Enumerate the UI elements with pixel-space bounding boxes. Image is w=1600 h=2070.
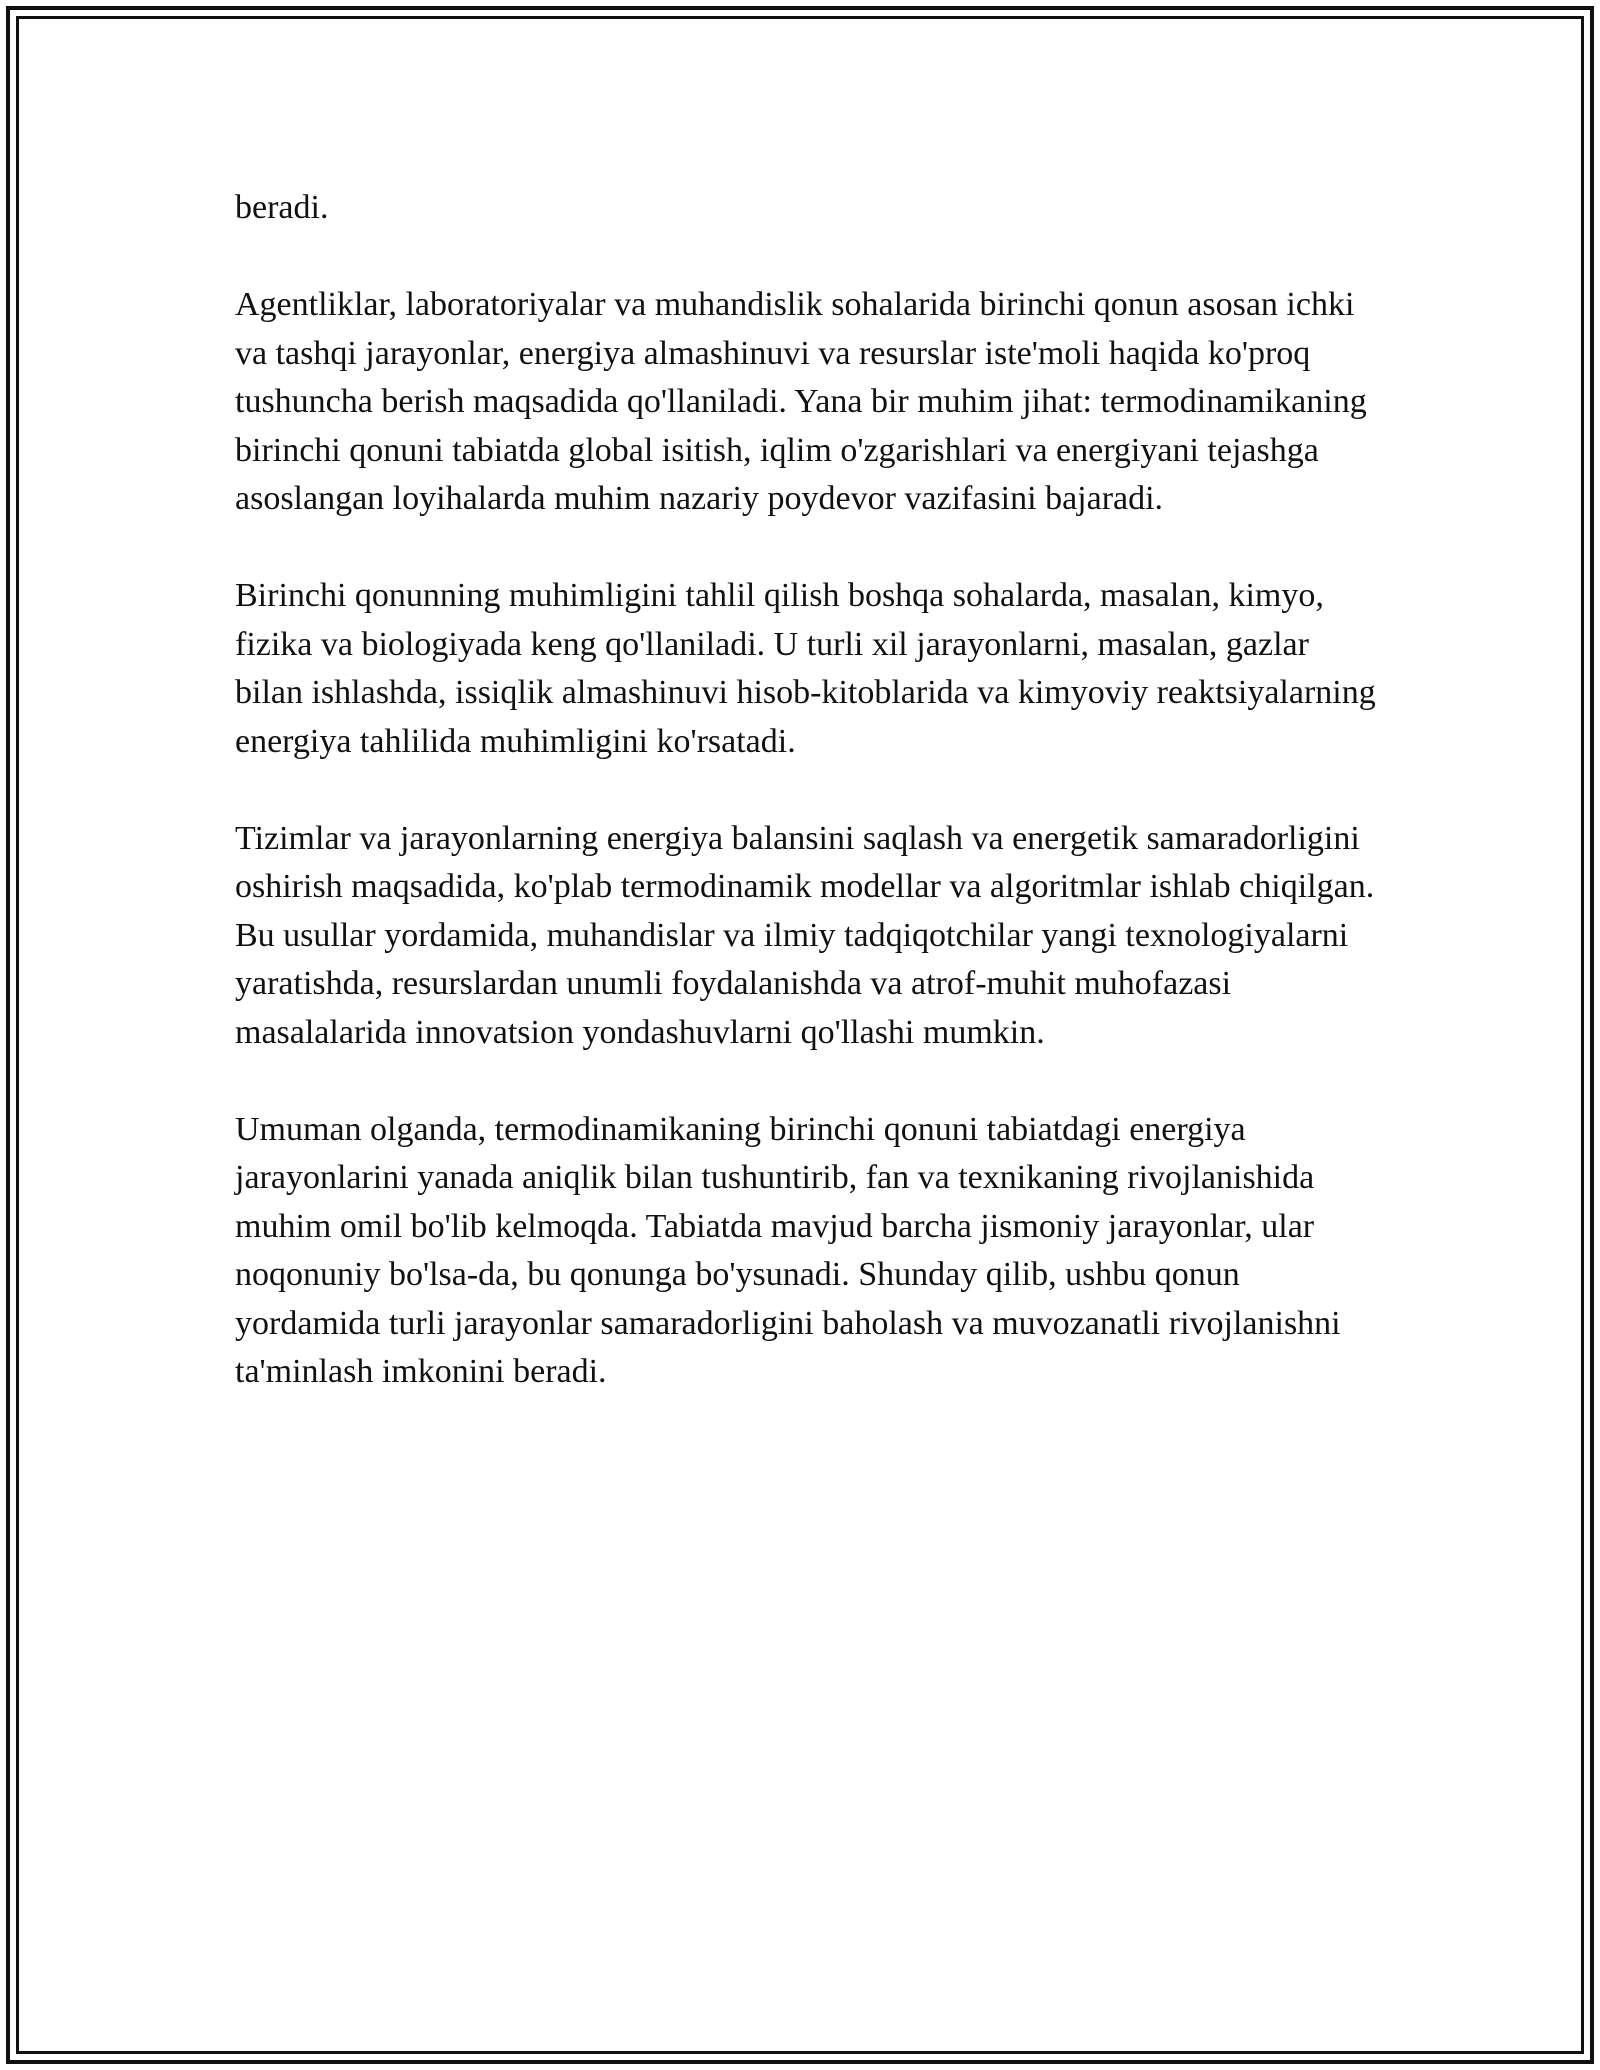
paragraph-2: Agentliklar, laboratoriyalar va muhandislik sohalarida birinchi qonun asosan ichki va tashqi jarayonlar, energiya almashinuvi va resurslar iste'moli haqida ko'proq tushuncha berish maqsadida qo'llaniladi. Yana bir muhim jihat: termodinamikaning birinchi qonuni tabiatda global isitish, iqlim o'zgarishlari va energiyani tejashga asoslangan loyihalarda muhim nazariy poydevor vazifasini bajaradi. bbox=[235, 286, 1367, 517]
paragraph-4: Tizimlar va jarayonlarning energiya balansini saqlash va energetik samaradorligini oshirish maqsadida, ko'plab termodinamik modellar va algoritmlar ishlab chiqilgan. Bu usullar yordamida, muhandislar va ilmiy tadqiqotchilar yangi texnologiyalarni yaratishda, resurslardan unumli foydalanishda va atrof-muhit muhofazasi masalalarida innovatsion yondashuvlarni qo'llashi mumkin. bbox=[235, 819, 1375, 1051]
document-body bbox=[235, 184, 1385, 1445]
paragraph-3: Birinchi qonunning muhimligini tahlil qilish boshqa sohalarda, masalan, kimyo, fizika va biologiyada keng qo'llaniladi. U turli xil jarayonlarni, masalan, gazlar bilan ishlashda, issiqlik almashinuvi hisob-kitoblarida va kimyoviy reaktsiyalarning energiya tahlilida muhimligini ko'rsatadi. bbox=[235, 577, 1376, 760]
paragraph-5: Umuman olganda, termodinamikaning birinchi qonuni tabiatdagi energiya jarayonlarini yanada aniqlik bilan tushuntirib, fan va texnikaning rivojlanishida muhim omil bo'lib kelmoqda. Tabiatda mavjud barcha jismoniy jarayonlar, ular noqonuniy bo'lsa-da, bu qonunga bo'ysunadi. Shunday qilib, ushbu qonun yordamida turli jarayonlar samaradorligini baholash va muvozanatli rivojlanishni ta'minlash imkonini beradi. bbox=[235, 1110, 1341, 1390]
paragraph-1: beradi. bbox=[235, 189, 329, 226]
